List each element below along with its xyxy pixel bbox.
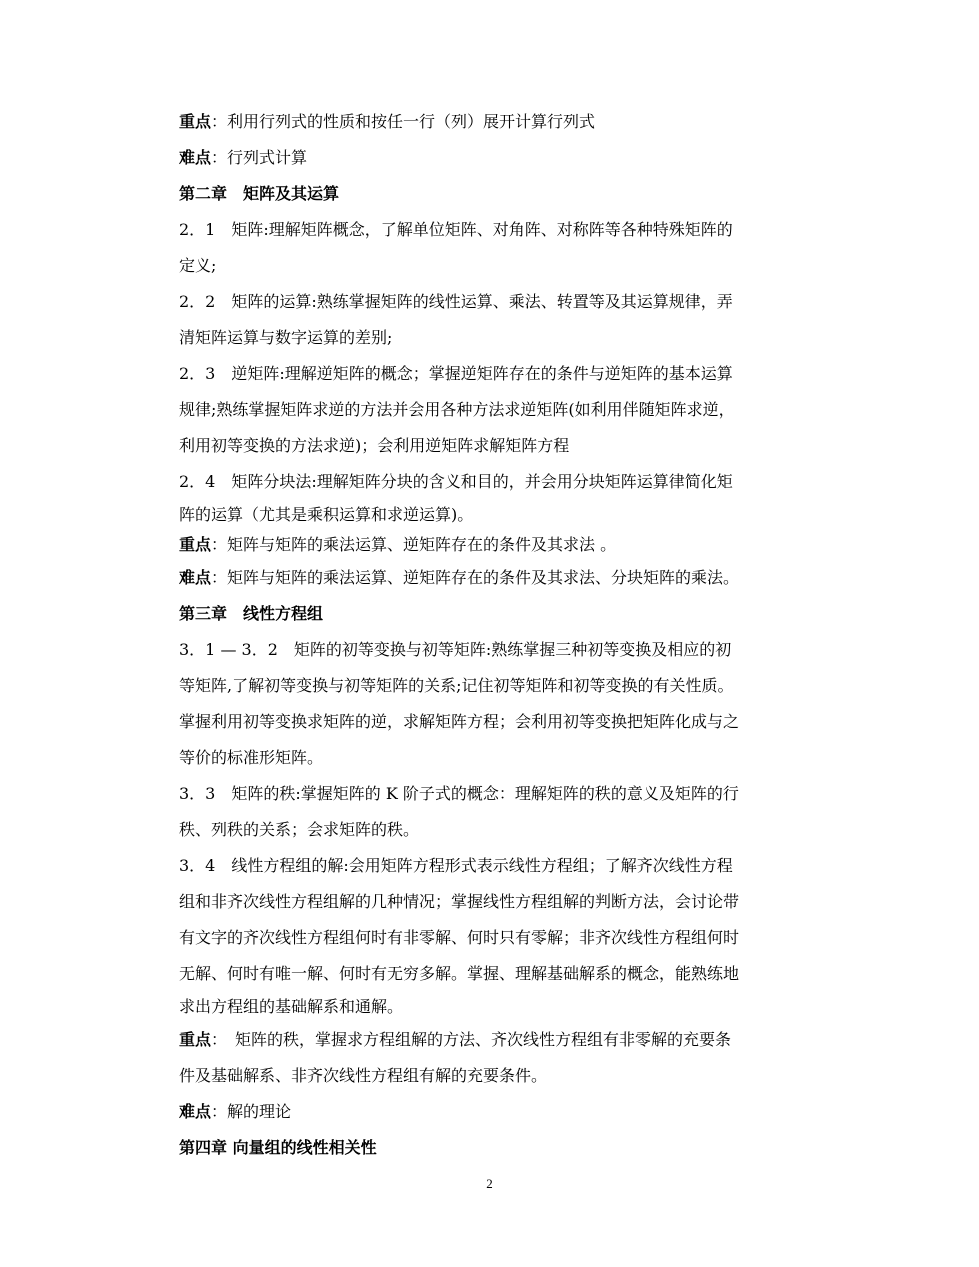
line-key-points-ch1 <box>179 104 807 140</box>
line-difficulties-ch1 <box>179 140 807 176</box>
line-difficulties-ch3 <box>179 1094 807 1130</box>
page-number: 2 <box>486 1176 493 1191</box>
chapter-2-heading: 第二章 矩阵及其运算 <box>179 184 340 203</box>
line-key-points-ch3 <box>179 1022 807 1058</box>
paragraph-line: 3．3 矩阵的秩:掌握矩阵的 K 阶子式的概念：理解矩阵的秩的意义及矩阵的行 <box>179 784 739 803</box>
paragraph-line: 等矩阵,了解初等变换与初等矩阵的关系;记住初等矩阵和初等变换的有关性质。 <box>179 676 734 695</box>
paragraph-line: 秩、列秩的关系；会求矩阵的秩。 <box>179 820 420 839</box>
paragraph-line: 组和非齐次线性方程组解的几种情况；掌握线性方程组解的判断方法，会讨论带 <box>179 892 740 911</box>
label-difficulties: 难点 <box>179 568 212 587</box>
text: ：利用行列式的性质和按任一行（列）展开计算行列式 <box>211 112 596 131</box>
text: ：矩阵与矩阵的乘法运算、逆矩阵存在的条件及其求法 。 <box>211 535 617 554</box>
paragraph-line: 无解、何时有唯一解、何时有无穷多解。掌握、理解基础解系的概念，能熟练地 <box>179 964 740 983</box>
chapter-4-heading: 第四章 向量组的线性相关性 <box>179 1138 377 1157</box>
chapter-3-heading: 第三章 线性方程组 <box>179 604 324 623</box>
paragraph-line: 2．4 矩阵分块法:理解矩阵分块的含义和目的，并会用分块矩阵运算律简化矩 <box>179 472 733 491</box>
label-key-points: 重点 <box>179 1030 212 1049</box>
text: ：解的理论 <box>211 1102 292 1121</box>
label-key-points: 重点 <box>179 535 212 554</box>
text: ：矩阵与矩阵的乘法运算、逆矩阵存在的条件及其求法、分块矩阵的乘法。 <box>211 568 740 587</box>
paragraph-line: 2．3 逆矩阵:理解逆矩阵的概念；掌握逆矩阵存在的条件与逆矩阵的基本运算 <box>179 364 733 383</box>
line-key-points-ch2 <box>179 530 807 560</box>
paragraph-line: 规律;熟练掌握矩阵求逆的方法并会用各种方法求逆矩阵(如利用伴随矩阵求逆， <box>179 400 735 419</box>
text: ：行列式计算 <box>211 148 308 167</box>
paragraph-line: 有文字的齐次线性方程组何时有非零解、何时只有零解；非齐次线性方程组何时 <box>179 928 740 947</box>
text: ： 矩阵的秩，掌握求方程组解的方法、齐次线性方程组有非零解的充要条 <box>211 1030 732 1049</box>
page-content <box>179 104 807 1166</box>
paragraph-line: 清矩阵运算与数字运算的差别; <box>179 328 393 347</box>
line-difficulties-ch2 <box>179 560 807 596</box>
paragraph-line: 2．1 矩阵:理解矩阵概念，了解单位矩阵、对角阵、对称阵等各种特殊矩阵的 <box>179 220 733 239</box>
label-key-points: 重点 <box>179 112 212 131</box>
paragraph-line: 阵的运算（尤其是乘积运算和求逆运算)。 <box>179 505 474 524</box>
paragraph-line: 3．4 线性方程组的解:会用矩阵方程形式表示线性方程组；了解齐次线性方程 <box>179 856 733 875</box>
paragraph-line: 2．2 矩阵的运算:熟练掌握矩阵的线性运算、乘法、转置等及其运算规律，弄 <box>179 292 733 311</box>
paragraph-line: 掌握利用初等变换求矩阵的逆，求解矩阵方程；会利用初等变换把矩阵化成与之 <box>179 712 740 731</box>
paragraph-line: 求出方程组的基础解系和通解。 <box>179 997 404 1016</box>
label-difficulties: 难点 <box>179 148 212 167</box>
paragraph-line: 定义; <box>179 256 217 275</box>
paragraph-line: 3．1 — 3．2 矩阵的初等变换与初等矩阵:熟练掌握三种初等变换及相应的初 <box>179 640 732 659</box>
paragraph-line: 件及基础解系、非齐次线性方程组有解的充要条件。 <box>179 1066 548 1085</box>
label-difficulties: 难点 <box>179 1102 212 1121</box>
paragraph-line: 利用初等变换的方法求逆)；会利用逆矩阵求解矩阵方程 <box>179 436 570 455</box>
paragraph-line: 等价的标准形矩阵。 <box>179 748 324 767</box>
